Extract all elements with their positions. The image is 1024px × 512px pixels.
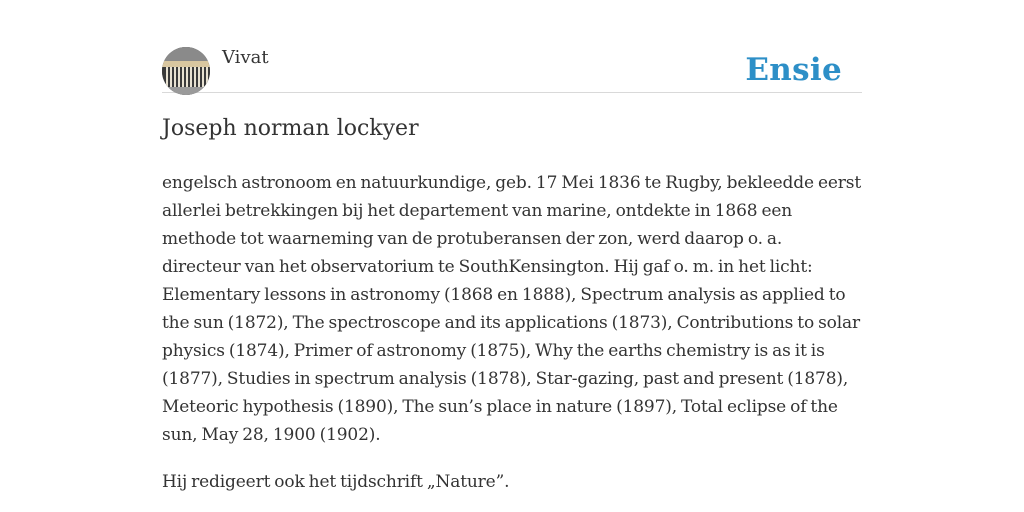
brand-logo[interactable]: Ensie [745, 52, 842, 88]
author-name[interactable]: Vivat [222, 47, 269, 68]
header [162, 46, 862, 93]
article-paragraph-2: Hij redigeert ook het tijdschrift „Nature”. [162, 472, 510, 492]
avatar-image [162, 47, 210, 95]
page-title: Joseph norman lockyer [162, 116, 419, 141]
article-paragraph-1: engelsch astronoom en natuurkundige, geb. 17 Mei 1836 te Rugby, bekleedde eerst allerlei betrekkingen bij het departement van marine, ontdekte in 1868 een methode tot waarneming van de protuberansen der zon, werd daarop o. a. directeur van het observatorium te SouthKensington. Hij gaf o. m. in het licht: Elementary lessons in astronomy (1868 en 1888), Spectrum analysis as applied to the sun (1872), The spectroscope and its applications (1873), Contributions to solar physics (1874), Primer of astronomy (1875), Why the earths chemistry is as it is (1877), Studies in spectrum analysis (1878), Star-gazing, past and present (1878), Meteoric hypothesis (1890), The sun’s place in nature (1897), Total eclipse of the sun, May 28, 1900 (1902). [162, 173, 861, 445]
books-avatar-icon[interactable] [162, 47, 210, 95]
